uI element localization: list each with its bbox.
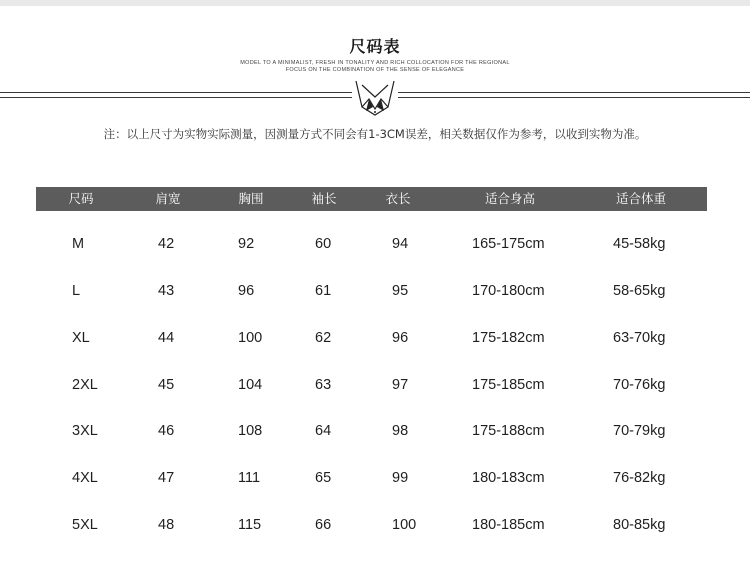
cell-weight: 63-70kg — [613, 330, 666, 346]
cell-size: 3XL — [72, 423, 98, 439]
cell-chest: 115 — [238, 517, 262, 533]
cell-length: 94 — [392, 236, 409, 252]
header-weight: 适合体重 — [615, 191, 667, 206]
cell-length: 95 — [392, 283, 409, 299]
page-title: 尺码表 — [349, 37, 401, 56]
cell-size: M — [72, 236, 85, 252]
cell-weight: 80-85kg — [613, 517, 666, 533]
cell-height: 170-180cm — [472, 283, 545, 299]
cell-weight: 45-58kg — [613, 236, 666, 252]
cell-weight: 70-79kg — [613, 423, 666, 439]
shirt-collar-icon — [352, 77, 398, 119]
cell-length: 97 — [392, 377, 409, 393]
cell-shoulder: 47 — [158, 470, 175, 486]
cell-shoulder: 48 — [158, 517, 175, 533]
table-row — [0, 470, 750, 500]
cell-shoulder: 43 — [158, 283, 175, 299]
header-height: 适合身高 — [484, 191, 536, 206]
header-sleeve: 袖长 — [311, 191, 337, 206]
cell-weight: 76-82kg — [613, 470, 666, 486]
header-length: 衣长 — [385, 191, 411, 206]
divider-left-bottom — [0, 97, 352, 98]
divider-right-bottom — [398, 97, 750, 98]
cell-size: XL — [72, 330, 90, 346]
cell-height: 165-175cm — [472, 236, 545, 252]
cell-sleeve: 66 — [315, 517, 332, 533]
cell-length: 96 — [392, 330, 409, 346]
header-shoulder: 肩宽 — [155, 191, 181, 206]
table-row — [0, 517, 750, 547]
table-row — [0, 423, 750, 453]
cell-height: 175-185cm — [472, 377, 545, 393]
cell-weight: 70-76kg — [613, 377, 666, 393]
cell-chest: 108 — [238, 423, 263, 439]
divider-left-top — [0, 92, 352, 93]
cell-size: 4XL — [72, 470, 98, 486]
cell-shoulder: 45 — [158, 377, 175, 393]
table-header — [36, 187, 707, 211]
cell-sleeve: 64 — [315, 423, 332, 439]
cell-shoulder: 42 — [158, 236, 175, 252]
cell-shoulder: 46 — [158, 423, 175, 439]
cell-height: 180-183cm — [472, 470, 545, 486]
cell-sleeve: 63 — [315, 377, 332, 393]
header-chest: 胸围 — [238, 191, 264, 206]
cell-chest: 92 — [238, 236, 255, 252]
cell-sleeve: 60 — [315, 236, 332, 252]
measurement-note: 注：以上尺寸为实物实际测量，因测量方式不同会有1-3CM误差，相关数据仅作为参考，以收到实物为准。 — [103, 127, 647, 141]
cell-height: 175-188cm — [472, 423, 545, 439]
table-row — [0, 236, 750, 266]
cell-sleeve: 62 — [315, 330, 332, 346]
cell-sleeve: 61 — [315, 283, 332, 299]
cell-chest: 104 — [238, 377, 263, 393]
table-row — [0, 283, 750, 313]
subtitle-line-2: FOCUS ON THE COMBINATION OF THE SENSE OF ELEGANCE — [285, 67, 465, 73]
cell-length: 98 — [392, 423, 409, 439]
cell-chest: 111 — [238, 470, 261, 486]
cell-size: L — [72, 283, 81, 299]
table-row — [0, 330, 750, 360]
cell-size: 5XL — [72, 517, 98, 533]
top-band — [0, 0, 750, 6]
cell-weight: 58-65kg — [613, 283, 666, 299]
cell-length: 99 — [392, 470, 409, 486]
table-row — [0, 377, 750, 407]
subtitle-line-1: MODEL TO A MINIMALIST, FRESH IN TONALITY AND RICH COLLOCATION FOR THE REGIONAL — [240, 60, 510, 66]
cell-shoulder: 44 — [158, 330, 175, 346]
cell-length: 100 — [392, 517, 417, 533]
cell-sleeve: 65 — [315, 470, 332, 486]
header-size: 尺码 — [68, 191, 94, 206]
divider-right-top — [398, 92, 750, 93]
cell-chest: 100 — [238, 330, 263, 346]
cell-size: 2XL — [72, 377, 98, 393]
cell-chest: 96 — [238, 283, 255, 299]
cell-height: 180-185cm — [472, 517, 545, 533]
cell-height: 175-182cm — [472, 330, 545, 346]
